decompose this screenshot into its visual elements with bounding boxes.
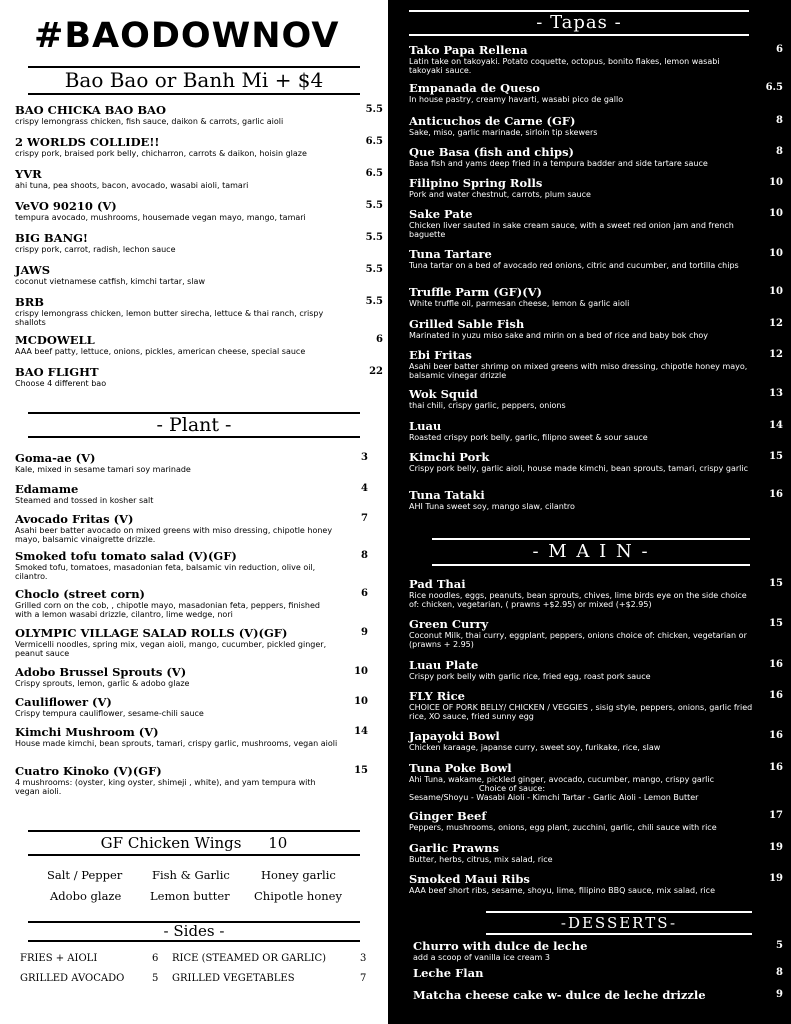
wing-flavor: Chipotle honey	[254, 889, 342, 903]
item-description: Latin take on takoyaki. Potato coquette, octopus, bonito flakes, lemon wasabi takoyaki sauce.	[409, 57, 720, 75]
item-name: Leche Flan	[413, 966, 484, 980]
item-description: Kale, mixed in sesame tamari soy marinade	[15, 465, 191, 474]
item-description: Tuna tartar on a bed of avocado red onions, citric and cucumber, and tortilla chips	[409, 261, 739, 270]
menu-item	[409, 809, 783, 832]
item-price: 8	[776, 115, 783, 126]
menu-item	[409, 348, 783, 380]
section-title: - M A I N -	[532, 541, 650, 562]
item-description: Ahi Tuna, wakame, pickled ginger, avocado, cucumber, mango, crispy garlic	[409, 775, 714, 784]
item-price: 3	[361, 452, 368, 463]
item-price: 5.5	[365, 264, 383, 275]
menu-item	[15, 199, 383, 222]
item-price: 6	[376, 334, 383, 345]
item-name: JAWS	[15, 263, 51, 277]
item-name: Cauliflower (V)	[15, 695, 112, 709]
item-name: Filipino Spring Rolls	[409, 176, 543, 190]
item-price: 8	[776, 146, 783, 157]
menu-item	[15, 103, 383, 126]
item-price: 17	[769, 810, 783, 821]
item-price: 16	[769, 762, 783, 773]
menu-item	[409, 285, 783, 308]
item-name: Anticuchos de Carne (GF)	[409, 114, 576, 128]
section-title: - Tapas -	[536, 12, 622, 33]
item-description: Asahi beer batter shrimp on mixed greens with miso dressing, chipotle honey mayo, balsamic vinegar drizzle	[409, 362, 748, 380]
item-name: Smoked Maui Ribs	[409, 872, 530, 886]
item-name: Pad Thai	[409, 577, 466, 591]
item-price: 6	[361, 588, 368, 599]
item-name: Matcha cheese cake w- dulce de leche drizzle	[413, 988, 706, 1002]
section-title: -DESSERTS-	[560, 914, 678, 932]
item-name: Tuna Tartare	[409, 247, 492, 261]
item-price: 6.5	[365, 168, 383, 179]
item-description: Chicken karaage, japanse curry, sweet soy, furikake, rice, slaw	[409, 743, 661, 752]
wing-flavor: Honey garlic	[261, 868, 336, 882]
menu-item	[15, 512, 368, 544]
item-price: 14	[354, 726, 368, 737]
section-title: - Plant -	[156, 414, 232, 436]
left-panel	[0, 0, 388, 1024]
menu-item	[15, 365, 383, 388]
item-description: crispy pork, carrot, radish, lechon sauce	[15, 245, 176, 254]
item-price: 19	[769, 842, 783, 853]
item-name: Sake Pate	[409, 207, 473, 221]
item-price: 9	[776, 989, 783, 1000]
item-name: Green Curry	[409, 617, 489, 631]
menu-item	[409, 176, 783, 199]
side-name: GRILLED AVOCADO	[20, 973, 125, 984]
item-name: Grilled Sable Fish	[409, 317, 525, 331]
item-description: In house pastry, creamy havarti, wasabi pico de gallo	[409, 95, 624, 104]
item-name: BRB	[15, 295, 44, 309]
item-description: Sake, miso, garlic marinade, sirloin tip skewers	[409, 128, 598, 137]
wing-flavor: Salt / Pepper	[47, 868, 123, 882]
menu-item	[15, 482, 368, 505]
menu-item	[409, 658, 783, 681]
item-price: 10	[354, 666, 368, 677]
item-price: 7	[361, 513, 368, 524]
menu-item	[15, 626, 368, 658]
item-price: 22	[369, 366, 383, 377]
section-header-tapas	[409, 10, 749, 36]
item-description: Basa fish and yams deep fried in a tempura badder and side tartare sauce	[409, 159, 708, 168]
item-price: 15	[769, 578, 783, 589]
menu-item	[15, 231, 383, 254]
item-description: AAA beef patty, lettuce, onions, pickles, american cheese, special sauce	[15, 347, 306, 356]
item-description: coconut vietnamese catfish, kimchi tartar, slaw	[15, 277, 206, 286]
item-price: 16	[769, 489, 783, 500]
item-name: Avocado Fritas (V)	[15, 512, 134, 526]
item-description: Marinated in yuzu miso sake and mirin on a bed of rice and baby bok choy	[409, 331, 709, 340]
item-description: Steamed and tossed in kosher salt	[15, 496, 154, 505]
item-description: tempura avocado, mushrooms, housemade vegan mayo, mango, tamari	[15, 213, 306, 222]
item-name: Garlic Prawns	[409, 841, 499, 855]
section-header-main	[432, 538, 750, 566]
item-name: BIG BANG!	[15, 231, 88, 245]
wing-flavor: Fish & Garlic	[152, 868, 230, 882]
item-price: 8	[776, 967, 783, 978]
menu-item	[409, 387, 783, 410]
item-name: Edamame	[15, 482, 79, 496]
item-name: Kimchi Pork	[409, 450, 490, 464]
item-description: White truffle oil, parmesan cheese, lemon & garlic aioli	[409, 299, 630, 308]
menu-item	[409, 729, 783, 752]
menu-item	[409, 317, 783, 340]
item-price: 14	[769, 420, 783, 431]
section-header-bao	[28, 66, 360, 95]
item-description: thai chili, crispy garlic, peppers, onions	[409, 401, 566, 410]
item-name: Tuna Tataki	[409, 488, 485, 502]
item-price: 5.5	[365, 296, 383, 307]
menu-item	[15, 549, 368, 581]
item-description: crispy pork, braised pork belly, chicharron, carrots & daikon, hoisin glaze	[15, 149, 307, 158]
item-description: AAA beef short ribs, sesame, shoyu, lime, filipino BBQ sauce, mix salad, rice	[409, 886, 716, 895]
item-name: Tako Papa Rellena	[409, 43, 528, 57]
item-name: Que Basa (fish and chips)	[409, 145, 574, 159]
item-description: Chicken liver sauted in sake cream sauce, with a sweet red onion jam and french baguette	[409, 221, 734, 239]
item-price: 10	[769, 208, 783, 219]
item-price: 15	[769, 451, 783, 462]
item-description: House made kimchi, bean sprouts, tamari, crispy garlic, mushrooms, vegan aioli	[15, 739, 338, 748]
item-name: Truffle Parm (GF)(V)	[409, 285, 542, 299]
menu-item	[409, 577, 783, 609]
item-price: 16	[769, 659, 783, 670]
item-name: Japayoki Bowl	[409, 729, 500, 743]
item-price: 5	[776, 940, 783, 951]
side-price: 5	[152, 973, 159, 984]
item-description: Crispy pork belly with garlic rice, fried egg, roast pork sauce	[409, 672, 651, 681]
item-description: Choose 4 different bao	[15, 379, 107, 388]
menu-item	[409, 872, 783, 895]
item-price: 10	[769, 286, 783, 297]
item-name: YVR	[15, 167, 42, 181]
wing-flavor: Adobo glaze	[50, 889, 122, 903]
menu-item	[15, 764, 368, 796]
item-price: 5.5	[365, 200, 383, 211]
section-title: GF Chicken Wings	[100, 834, 242, 852]
item-price: 12	[769, 318, 783, 329]
side-name: RICE (STEAMED OR GARLIC)	[172, 953, 327, 964]
menu-item	[15, 263, 383, 286]
item-price: 10	[354, 696, 368, 707]
item-price: 10	[769, 177, 783, 188]
item-description: Grilled corn on the cob, , chipotle mayo, masadonian feta, peppers, finished with a lemon wasabi drizzle, cilantro, lime wedge, nori	[15, 601, 320, 619]
menu-item	[15, 333, 383, 356]
item-description: Crispy pork belly, garlic aioli, house made kimchi, bean sprouts, tamari, crispy garlic	[409, 464, 748, 473]
item-name: Cuatro Kinoko (V)(GF)	[15, 764, 162, 778]
item-description: Roasted crispy pork belly, garlic, filipno sweet & sour sauce	[409, 433, 648, 442]
item-description: Pork and water chestnut, carrots, plum sauce	[409, 190, 591, 199]
menu-item	[413, 966, 783, 980]
restaurant-brand: #BAODOWNOV	[34, 16, 340, 56]
item-name: MCDOWELL	[15, 333, 95, 347]
menu-item	[409, 450, 783, 473]
section-header-desserts	[486, 911, 752, 935]
item-name: Wok Squid	[409, 387, 478, 401]
item-name: Ginger Beef	[409, 809, 487, 823]
item-description: Butter, herbs, citrus, mix salad, rice	[409, 855, 553, 864]
item-name: Luau	[409, 419, 442, 433]
item-price: 9	[361, 627, 368, 638]
item-price: 6	[776, 44, 783, 55]
item-description: Rice noodles, eggs, peanuts, bean sprouts, chives, lime birds eye on the side choice of: chicken, vegetarian, ( prawns +$2.95) or mixed (+$2.95)	[409, 591, 747, 609]
item-name: Luau Plate	[409, 658, 479, 672]
item-name: Goma-ae (V)	[15, 451, 96, 465]
menu-item	[15, 587, 368, 619]
item-price: 19	[769, 873, 783, 884]
item-description: Asahi beer batter avocado on mixed greens with miso dressing, chipotle honey mayo, balsamic vinaigrette drizzle.	[15, 526, 333, 544]
menu-item	[15, 295, 383, 327]
item-name: Choclo (street corn)	[15, 587, 145, 601]
menu-item	[409, 247, 783, 270]
item-name: Smoked tofu tomato salad (V)(GF)	[15, 549, 237, 563]
item-price: 15	[354, 765, 368, 776]
item-price: 15	[769, 618, 783, 629]
section-header-plant	[28, 412, 360, 438]
item-description: Coconut Milk, thai curry, eggplant, peppers, onions choice of: chicken, vegetarian or (prawns + 2.95)	[409, 631, 747, 649]
item-price: 5.5	[365, 104, 383, 115]
menu-item	[15, 665, 368, 688]
menu-item	[409, 114, 783, 137]
menu-item	[15, 695, 368, 718]
item-description: Peppers, mushrooms, onions, egg plant, zucchini, garlic, chili sauce with rice	[409, 823, 717, 832]
item-description: Choice of sauce:	[479, 784, 546, 793]
section-title: - Sides -	[163, 922, 225, 940]
side-name: FRIES + AIOLI	[20, 953, 98, 964]
menu-item	[15, 135, 383, 158]
menu-item	[409, 43, 783, 75]
side-price: 3	[360, 953, 367, 964]
menu-item	[409, 81, 783, 104]
item-description: 4 mushrooms: (oyster, king oyster, shimeji , white), and yam tempura with vegan aioli.	[15, 778, 316, 796]
item-name: Churro with dulce de leche	[413, 939, 588, 953]
section-header-sides	[28, 921, 360, 942]
menu-item	[413, 988, 783, 1002]
menu-item	[409, 419, 783, 442]
menu-item	[409, 207, 783, 239]
menu-item	[409, 145, 783, 168]
menu-item	[409, 841, 783, 864]
item-price: 16	[769, 690, 783, 701]
item-description: crispy lemongrass chicken, fish sauce, daikon & carrots, garlic aioli	[15, 117, 284, 126]
item-description: Vermicelli noodles, spring mix, vegan aioli, mango, cucumber, pickled ginger, peanut sauce	[15, 640, 327, 658]
item-name: Ebi Fritas	[409, 348, 472, 362]
item-description: Crispy sprouts, lemon, garlic & adobo glaze	[15, 679, 190, 688]
item-name: BAO CHICKA BAO BAO	[15, 103, 166, 117]
menu-item	[409, 617, 783, 649]
menu-item	[15, 451, 368, 474]
menu-item	[15, 725, 368, 748]
item-description: CHOICE OF PORK BELLY/ CHICKEN / VEGGIES , sisig style, peppers, onions, garlic fried rice, XO sauce, fried sunny egg	[409, 703, 753, 721]
item-name: 2 WORLDS COLLIDE!!	[15, 135, 160, 149]
side-name: GRILLED VEGETABLES	[172, 973, 295, 984]
item-name: Tuna Poke Bowl	[409, 761, 512, 775]
side-price: 6	[152, 953, 159, 964]
item-description: crispy lemongrass chicken, lemon butter sirecha, lettuce & thai ranch, crispy shallots	[15, 309, 324, 327]
menu-item	[15, 167, 383, 190]
item-name: VeVO 90210 (V)	[15, 199, 117, 213]
item-description: ahi tuna, pea shoots, bacon, avocado, wasabi aioli, tamari	[15, 181, 249, 190]
item-name: Empanada de Queso	[409, 81, 540, 95]
item-price: 6.5	[765, 82, 783, 93]
item-price: 8	[361, 550, 368, 561]
item-description: Smoked tofu, tomatoes, masadonian feta, balsamic vin reduction, olive oil, cilantro.	[15, 563, 316, 581]
item-description: Sesame/Shoyu - Wasabi Aioli - Kimchi Tartar - Garlic Aioli - Lemon Butter	[409, 793, 699, 802]
item-price: 10	[769, 248, 783, 259]
item-name: Kimchi Mushroom (V)	[15, 725, 159, 739]
item-price: 16	[769, 730, 783, 741]
wings-price: 10	[268, 834, 288, 852]
item-price: 6.5	[365, 136, 383, 147]
right-panel	[388, 0, 791, 1024]
item-name: OLYMPIC VILLAGE SALAD ROLLS (V)(GF)	[15, 626, 288, 640]
item-description: AHI Tuna sweet soy, mango slaw, cilantro	[409, 502, 575, 511]
section-header-wings	[28, 830, 360, 856]
wing-flavor: Lemon butter	[150, 889, 230, 903]
side-price: 7	[360, 973, 367, 984]
menu-item	[409, 761, 783, 802]
item-price: 12	[769, 349, 783, 360]
menu-item	[413, 939, 783, 962]
item-price: 13	[769, 388, 783, 399]
menu-item	[409, 689, 783, 721]
item-name: Adobo Brussel Sprouts (V)	[15, 665, 187, 679]
item-price: 5.5	[365, 232, 383, 243]
menu-item	[409, 488, 783, 511]
section-title: Bao Bao or Banh Mi + $4	[64, 68, 324, 92]
item-description: Crispy tempura cauliflower, sesame-chili sauce	[15, 709, 204, 718]
item-name: BAO FLIGHT	[15, 365, 99, 379]
item-price: 4	[361, 483, 368, 494]
item-description: add a scoop of vanilla ice cream 3	[413, 953, 550, 962]
item-name: FLY Rice	[409, 689, 465, 703]
